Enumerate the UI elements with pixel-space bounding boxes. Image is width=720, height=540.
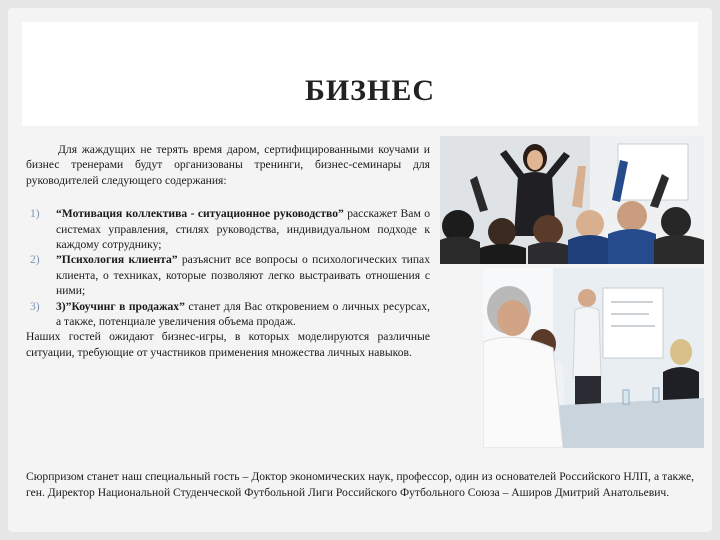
audience-photo	[440, 136, 704, 264]
list-item-text: станет для Вас откровением о личных ресурсах, а также, потенциале увеличения объема продаж.	[56, 299, 430, 329]
list-item	[26, 299, 430, 330]
training-list	[26, 206, 430, 329]
list-item-text: разъяснит все вопросы о психологических типах клиента, о техниках, которые позволяют легко выстраивать отношения с ними;	[56, 253, 430, 298]
list-item	[26, 252, 430, 298]
body-text	[26, 142, 430, 360]
list-item-highlight: “Мотивация коллектива - ситуационное руководство”	[56, 207, 344, 221]
list-number: 1)	[30, 207, 40, 221]
bottom-paragraph: Сюрпризом станет наш специальный гость – Доктор экономических наук, профессор, один из основателей Российского НЛП, а также, ген. Директор Национальной Студенческой Футбольной Лиги Российского Футбольного Союза – Аширов Дмитрий Анатольевич.	[26, 470, 694, 499]
list-item-highlight: 3)”Коучинг в продажах”	[56, 299, 185, 313]
list-item-highlight: ”Психология клиента”	[56, 253, 178, 267]
meeting-photo	[483, 268, 704, 448]
title-panel	[22, 22, 698, 126]
list-number: 2)	[30, 253, 40, 267]
outro-paragraph: Наших гостей ожидают бизнес-игры, в которых моделируются различные ситуации, требующие от участников применения множества личных навыков.	[26, 330, 430, 359]
list-number: 3)	[30, 299, 40, 313]
list-item	[26, 206, 430, 252]
intro-paragraph: Для жаждущих не терять время даром, сертифицированными коучами и бизнес тренерами будут организованы тренинги, бизнес-семинары для руководителей следующего содержания:	[26, 143, 430, 187]
slide-title: БИЗНЕС	[304, 74, 435, 107]
list-item-text: расскажет Вам о системах управления, стилях руководства, индивидуальном подходе к каждому сотруднику;	[56, 207, 430, 252]
